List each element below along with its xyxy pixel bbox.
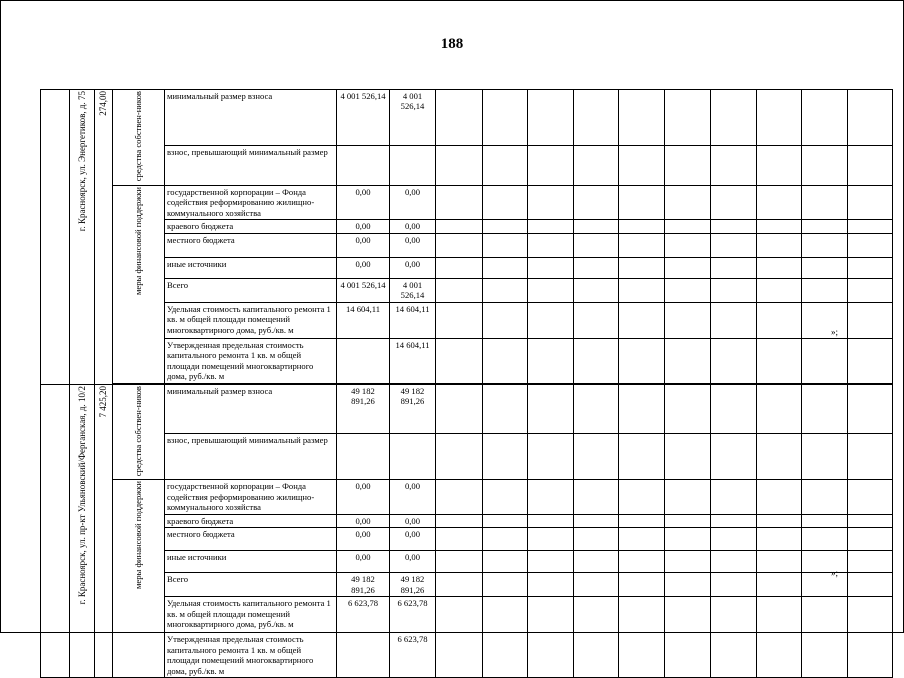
area-cell xyxy=(95,384,113,678)
row-label: иные источники xyxy=(165,257,337,278)
table-row: краевого бюджета 0,00 0,00 xyxy=(41,514,893,527)
row-label: взнос, превышающий минимальный размер xyxy=(165,145,337,185)
row-label: Всего xyxy=(165,573,337,597)
table-row xyxy=(41,433,893,480)
table-row: г. Красноярск, ул. пр-кт Ульяновский/Ферганская, д. 10/2 7 425,20 средства собствен-ников минимальный размер взноса 49 182 891,26 49 182 891,26 xyxy=(41,384,893,433)
row-label: иные источники xyxy=(165,551,337,573)
total-area: 7 425,20 xyxy=(98,385,109,418)
table-row: местного бюджета 0,00 0,00 xyxy=(41,233,893,257)
table-row: краевого бюджета 0,00 0,00 xyxy=(41,220,893,233)
table-row: иные источники 0,00 0,00 xyxy=(41,257,893,278)
group-support: меры финансовой поддержки xyxy=(113,185,165,383)
row-label: минимальный размер взноса xyxy=(165,384,337,433)
row-marker-cell xyxy=(41,90,70,385)
address-cell xyxy=(70,384,95,678)
table-row: меры финансовой поддержки государственной корпорации – Фонда содействия реформированию жилищно-коммунального хозяйства 0,00 0,00 xyxy=(41,185,893,219)
address: г. Красноярск, ул. Энергетиков, д. 75 xyxy=(76,91,87,232)
table-row: Удельная стоимость капитального ремонта 1 кв. м общей площади помещений многоквартирного дома, руб./кв. м 14 604,11 14 604,11 xyxy=(41,302,893,338)
area-cell xyxy=(95,90,113,385)
table-row: Всего 4 001 526,14 4 001 526,14 xyxy=(41,278,893,302)
row-label: государственной корпорации – Фонда содействия реформированию жилищно-коммунального хозяйства xyxy=(165,185,337,219)
table-row: Удельная стоимость капитального ремонта 1 кв. м общей площади помещений многоквартирного дома, руб./кв. м 6 623,78 6 623,78 xyxy=(41,597,893,633)
table-row: меры финансовой поддержки государственной корпорации – Фонда содействия реформированию жилищно-коммунального хозяйства 0,00 0,00 xyxy=(41,480,893,514)
table-row: местного бюджета 0,00 0,00 xyxy=(41,528,893,551)
group-owners: средства собствен-ников xyxy=(113,384,165,480)
table-row: Утвержденная предельная стоимость капитального ремонта 1 кв. м общей площади помещений многоквартирного дома, руб./кв. м 6 623,78 xyxy=(41,633,893,678)
total-area: 274,00 xyxy=(98,91,109,116)
block-end-mark: »; xyxy=(831,568,839,578)
row-label: местного бюджета xyxy=(165,233,337,257)
block-end-mark: »; xyxy=(831,327,839,337)
row-label: Удельная стоимость капитального ремонта 1 кв. м общей площади помещений многоквартирного дома, руб./кв. м xyxy=(165,597,337,633)
table-row: иные источники 0,00 0,00 xyxy=(41,551,893,573)
address: г. Красноярск, ул. пр-кт Ульяновский/Ферганская, д. 10/2 xyxy=(76,385,87,604)
row-label: Удельная стоимость капитального ремонта 1 кв. м общей площади помещений многоквартирного дома, руб./кв. м xyxy=(165,302,337,338)
table-row: Всего 49 182 891,26 49 182 891,26 xyxy=(41,573,893,597)
row-label: государственной корпорации – Фонда содействия реформированию жилищно-коммунального хозяйства xyxy=(165,480,337,514)
table-row xyxy=(41,90,893,146)
table-row xyxy=(41,145,893,185)
row-label: взнос, превышающий минимальный размер xyxy=(165,433,337,480)
value-2: 4 001 526,14 xyxy=(390,90,436,146)
address-cell xyxy=(70,90,95,385)
table-row: Утвержденная предельная стоимость капитального ремонта 1 кв. м общей площади помещений многоквартирного дома, руб./кв. м 14 604,11 xyxy=(41,338,893,383)
row-label: местного бюджета xyxy=(165,528,337,551)
row-marker-cell xyxy=(41,384,70,678)
page-number: 188 xyxy=(440,36,464,52)
row-label: минимальный размер взноса xyxy=(165,90,337,146)
row-label: краевого бюджета xyxy=(165,514,337,527)
row-label: Утвержденная предельная стоимость капитального ремонта 1 кв. м общей площади помещений многоквартирного дома, руб./кв. м xyxy=(165,633,337,678)
group-support: меры финансовой поддержки xyxy=(113,480,165,678)
financing-table xyxy=(40,89,893,678)
row-label: Утвержденная предельная стоимость капитального ремонта 1 кв. м общей площади помещений многоквартирного дома, руб./кв. м xyxy=(165,338,337,383)
group-owners: средства собствен-ников xyxy=(113,90,165,186)
row-label: краевого бюджета xyxy=(165,220,337,233)
value-1: 4 001 526,14 xyxy=(337,90,390,146)
row-label: Всего xyxy=(165,278,337,302)
